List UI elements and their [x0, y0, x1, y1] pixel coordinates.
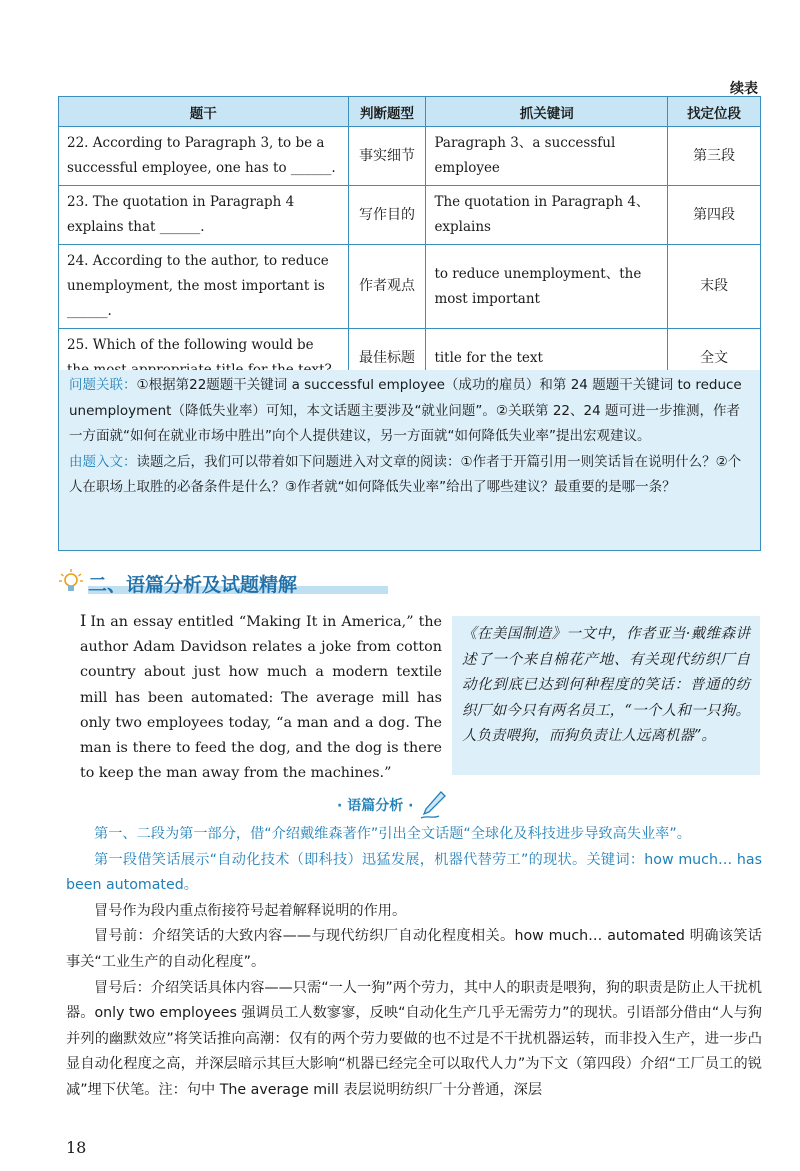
table-row — [59, 245, 761, 329]
question-stem: 25. Which of the following would be — [59, 329, 349, 388]
question-position: 第三段 — [668, 127, 761, 186]
continued-label: 续表 — [730, 81, 758, 97]
lead-in-label: 由题入文： — [69, 453, 137, 470]
analysis-paragraph: 第一、二段为第一部分，借“介绍戴维森著作”引出全文话题“全球化及科技进步导致高失业率”。 — [94, 826, 691, 842]
pen-icon — [419, 790, 447, 820]
column-header-keywords: 抓关键词 — [426, 97, 668, 127]
question-keywords: Paragraph 3、a successful employee — [426, 127, 668, 186]
analysis-paragraph: 冒号后：介绍笑话具体内容——只需“一人一狗”两个劳力，其中人的职责是喂狗，狗的职责是防止人干扰机器。only two employees 强调员工人数寥寥，反映“自动化生产几乎无需劳力”的现状。引语部分借由“人与狗并列的幽默效应”将笑话推向高潮：仅有的两个劳力要做的也不过是不干扰机器运转，而非投入生产，进一步凸显自动化程度之高，并深层暗示其巨大影响“机器已经完全可以取代人力”为下文（第四段）介绍“工厂员工的锐减”埋下伏笔。注：句中 The average mill 表层说明纺织厂十分普通，深层 — [66, 979, 762, 1098]
question-type: 写作目的 — [348, 186, 426, 245]
lead-in-text: 读题之后，我们可以带着如下问题进入对文章的阅读：①作者于开篇引用一则笑话旨在说明什么？②个人在职场上取胜的必备条件是什么？③作者就“如何降低失业率”给出了哪些建议？最重要的是哪一条？ — [69, 453, 742, 495]
table-row — [59, 127, 761, 186]
question-position: 全文 — [668, 329, 761, 388]
question-position: 第四段 — [668, 186, 761, 245]
question-relation-label: 问题关联： — [69, 377, 137, 393]
passage-paragraph-1 — [80, 608, 442, 786]
question-relation — [69, 373, 750, 450]
question-type: 最佳标题 — [348, 329, 426, 388]
question-position: 末段 — [668, 245, 761, 329]
question-type: 作者观点 — [348, 245, 426, 329]
section-title: 二、语篇分析及试题精解 — [88, 573, 298, 596]
passage-translation: 《在美国制造》一文中，作者亚当·戴维森讲述了一个来自棉花产地、有关现代纺织厂自动化到底已达到何种程度的笑话：普通的纺织厂如今只有两名员工，“一个人和一只狗。人负责喂狗，而狗负责让人远离机器”。 — [452, 616, 760, 775]
question-keywords: to reduce unemployment、the most important — [426, 245, 668, 329]
question-analysis-box — [58, 370, 761, 551]
question-stem: 22. According to Paragraph 3, to be a successful employee, one has to ______. — [59, 127, 349, 186]
column-header-position: 找定位段 — [668, 97, 761, 127]
lightbulb-icon — [58, 568, 84, 598]
analysis-paragraph: 第一段借笑话展示“自动化技术（即科技）迅猛发展，机器代替劳工”的现状。关键词：how much… has been automated。 — [66, 851, 762, 894]
question-keywords: title for the text — [426, 329, 668, 388]
page-number: 18 — [66, 1138, 87, 1157]
section-heading — [58, 568, 297, 598]
paragraph-numeral: I — [80, 611, 87, 630]
question-stem: 24. According to the author, to reduce unemployment, the most important is ______. — [59, 245, 349, 329]
question-keywords: The quotation in Paragraph 4、explains — [426, 186, 668, 245]
analysis-paragraph: 冒号作为段内重点衔接符号起着解释说明的作用。 — [94, 902, 407, 919]
discourse-analysis-label-text: · 语篇分析 · — [337, 798, 414, 814]
column-header-type: 判断题型 — [348, 97, 426, 127]
column-header-stem: 题干 — [59, 97, 349, 127]
question-relation-text: ①根据第22题题干关键词 a successful employee（成功的雇员）和第 24 题题干关键词 to reduce unemployment（降低失业率）可知，本文话题主要涉及“就业问题”。②关联第 22、24 题可进一步推测，作者一方面就“如何在就业市场中胜出”向个人提供建议，另一方面就“如何降低失业率”提出宏观建议。 — [69, 377, 742, 444]
lead-in — [69, 450, 750, 501]
question-type: 事实细节 — [348, 127, 426, 186]
discourse-analysis-label — [337, 790, 447, 820]
analysis-body — [66, 822, 762, 1104]
analysis-paragraph: 冒号前：介绍笑话的大致内容——与现代纺织厂自动化程度相关。how much… automated 明确该笑话事关“工业生产的自动化程度”。 — [66, 928, 762, 970]
question-stem: 23. The quotation in Paragraph 4 explains that ______. — [59, 186, 349, 245]
question-table — [58, 96, 761, 388]
table-header-row — [59, 97, 761, 127]
passage-text: In an essay entitled “Making It in America,” the author Adam Davidson relates a joke from cotton country about just how much a modern textile mill has been automated: The average mill has only two employees today, “a man and a dog. The man is there to feed the dog, and the dog is there to keep the man away from the machines.” — [80, 614, 442, 782]
table-row — [59, 186, 761, 245]
